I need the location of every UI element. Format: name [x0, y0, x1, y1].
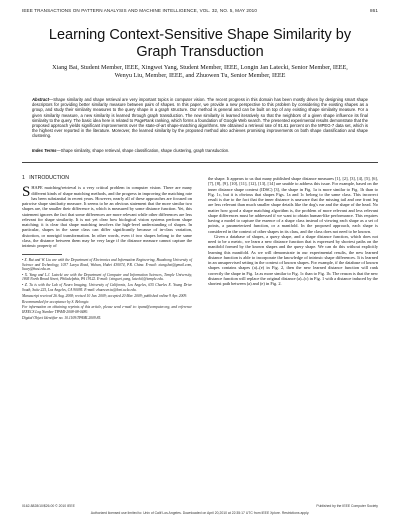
footnote-affiliation-1: • X. Bai and W. Liu are with the Department of Electronics and Information Engineering, Huazhong University of Science and Technology, 1037 Luoyu Road, Wuhan, Hubei 430074, P.R. China. E-mail: xiang.bai@gmail.com, liuwy@hust.edu.cn. — [22, 258, 192, 272]
section-title: INTRODUCTION — [29, 175, 69, 181]
footnote-affiliation-2: • X. Yang and L.J. Latecki are with the Department of Computer and Information Sciences, Temple University, 1805 North Broad Street, Philadelphia, PA 19122. E-mail: {xingwei.yang, latecki}@temple.edu. — [22, 272, 193, 282]
footnote-affiliation-3: • Z. Tu is with the Lab of Neuro Imaging, University of California, Los Angeles, 635 Charles E. Young Drive South, Suite 225, Los Angeles, CA 90095. E-mail: zhuowen.tu@loni.ucla.edu. — [22, 283, 192, 292]
footnote-affiliation-2-text: X. Yang and L.J. Latecki are with the Department of Computer and Information Sciences, Temple University, 1805 North Broad Street, Philadelphia, PA 19122. E-mail: {xingwei.yang, latecki}@temple.edu. — [22, 272, 193, 282]
footnote-affiliation-3-text: Z. Tu is with the Lab of Neuro Imaging, University of California, Los Angeles, 635 Charles E. Young Drive South, Suite 225, Los Angeles, CA 90095. E-mail: zhuowen.tu@loni.ucla.edu. — [22, 283, 192, 292]
abstract-label: Abstract — [32, 97, 49, 102]
footnote-affiliation-1-text: X. Bai and W. Liu are with the Department of Electronics and Information Engineering, Huazhong University of Science and Technology, 1037 Luoyu Road, Wuhan, Hubei 430074, P.R. China. E-mail: xiang.bai@gmail.com, liuwy@hust.edu.cn. — [22, 258, 192, 272]
footnote-divider — [22, 254, 62, 255]
author-list: Xiang Bai, Student Member, IEEE, Xingwei Yang, Student Member, IEEE, Longin Jan Latecki, Senior Member, IEEE, Wenyu Liu, Member, IEEE, and Zhuowen Tu, Senior Member, IEEE — [52, 64, 348, 79]
abstract-text: —Shape similarity and shape retrieval are very important topics in computer vision. The recent progress in this domain has been mostly driven by designing smart shape descriptors for providing better similarity measure between pairs of shapes. In this paper, we provide a new perspective to this problem by considering the existing shapes as a group, and study their similarity measures to the query shape in a graph structure. Our method is general and can be built on top of any existing shape similarity measure. For a given similarity measure, a new similarity is learned through graph transduction. The new similarity is learned iteratively so that the neighbors of a given shape influence its final similarity to the query. The basic idea here is related to PageRank ranking, which forms a foundation of Google Web search. The presented experimental results demonstrate that the proposed approach yields significant improvements over the state-of-art shape-matching algorithms. We obtained a retrieval rate of 91.61 percent on the MPEG-7 data set, which is the highest ever reported in the literature. Moreover, the learned similarity by the proposed method also achieves promising improvements on both shape classification and shape clustering. — [32, 97, 368, 139]
footnotes — [22, 258, 192, 320]
intro-paragraph-1 — [22, 185, 192, 248]
doi: Digital Object Identifier no. 10.1109/TPAMI.2009.85. — [22, 315, 102, 320]
reprints-info: For information on obtaining reprints of this article, please send e-mail to: tpami@computer.org, and reference IEEECS Log Number TPAMI-2008-08-0480. — [22, 305, 192, 314]
index-terms-label: Index Terms — [32, 148, 57, 153]
publisher-line: Published by the IEEE Computer Society — [316, 504, 378, 508]
index-terms-text: —Shape similarity, shape retrieval, shape classification, shape clustering, graph transduction. — [56, 148, 230, 153]
running-head — [22, 8, 378, 13]
recommended-by: Recommended for acceptance by S. Belongie. — [22, 299, 90, 304]
section-heading — [22, 176, 192, 181]
paper-title: Learning Context-Sensitive Shape Similarity by Graph Transduction — [48, 27, 352, 60]
index-terms — [32, 148, 368, 153]
right-paragraph-1: the shape. It appears to us that many published shape distance measures [1], [2], [3], [4], [5], [6], [7], [8], [9], [10], [11], [12], [13], [14] are unable to address this issue. For example, based on the inner distance shape context (IDSC) [3], the shape in Fig. 1a is more similar to Fig. 1b than to Fig. 1c, but it is obvious that shapes Figs. 1a and 1c belong to the same class. This incorrect result is due to the fact that the inner distance is unaware that the missing tail and one front leg are less relevant than much smaller shape details like the dog's ear and the shape of the head. No matter how good a shape matching algorithm is, the problem of more relevant and less relevant shape differences must be addressed if we want to obtain human-like performance. This requires having a model to capture the essence of a shape class instead of viewing each shape as a set of points, a parameterized function, or a manifold. In the proposed approach, each shape is considered in the context of other shapes in its class, and the class does not need to be known. — [208, 176, 378, 234]
section-number: 1 — [22, 175, 25, 181]
manuscript-dates: Manuscript received 26 Aug. 2008; revised 10 Jan. 2009; accepted 20 Mar. 2009; published online 9 Apr. 2009. — [22, 293, 188, 298]
copyright-line: 0162-8828/10/$26.00 © 2010 IEEE — [22, 504, 75, 508]
abstract — [32, 97, 368, 139]
header-divider — [22, 162, 378, 163]
right-column — [208, 176, 378, 286]
license-line: Authorized licensed use limited to: Univ of Calif Los Angeles. Downloaded on April 20,2010 at 22:35:17 UTC from IEEE Xplore. Restrictions apply. — [90, 511, 310, 515]
left-column — [22, 170, 192, 322]
journal-header: IEEE TRANSACTIONS ON PATTERN ANALYSIS AND MACHINE INTELLIGENCE, VOL. 32, NO. 5, MAY 2010 — [22, 8, 257, 13]
right-paragraph-2: Given a database of shapes, a query shape, and a shape distance function, which does not need to be a metric, we learn a new distance function that is expressed by shortest paths on the manifold formed by the known shapes and the query shape. We can do this without explicitly learning this manifold. As we will demonstrate in our experimental results, the new learned distance function is able to incorporate the knowledge of intrinsic shape differences. It is learned in an unsupervised setting in the context of known shapes. For example, if the database of known shapes contains shapes (a)–(e) in Fig. 2, then the new learned distance function will rank correctly the shape in Fig. 1a as more similar to Fig. 1c than to Fig. 1b. The reason is that the new distance function will replace the original distance (a)–(c) in Fig. 1 with a distance induced by the shortest path between (a) and (e) in Fig. 2. — [208, 233, 378, 286]
page-number: 861 — [370, 8, 378, 13]
drop-cap: S — [22, 184, 31, 201]
intro-paragraph-1-text: HAPE matching/retrieval is a very critical problem in computer vision. There are many different kinds of shape matching methods, and the progress in improving the matching rate has been substantial in recent years. However, nearly all of these approaches are focused on pairwise shape similarity measure. It seems to be an obvious statement that the more similar two shapes are, the smaller their difference is, which is measured by some distance function. Yet, this statement ignores the fact that some differences are more relevant while other differences are less relevant for shape similarity. It is not yet clear how biological vision systems perform shape matching; it is clear that shape matching involves the high-level understanding of shapes. In particular, shapes in the same class can differ significantly because of in-class variation, distortion, or nonrigid transformation. In other words, even if two shapes belong to the same class, the distance between them may be very large if the distance measure cannot capture the intrinsic property of — [22, 185, 192, 248]
